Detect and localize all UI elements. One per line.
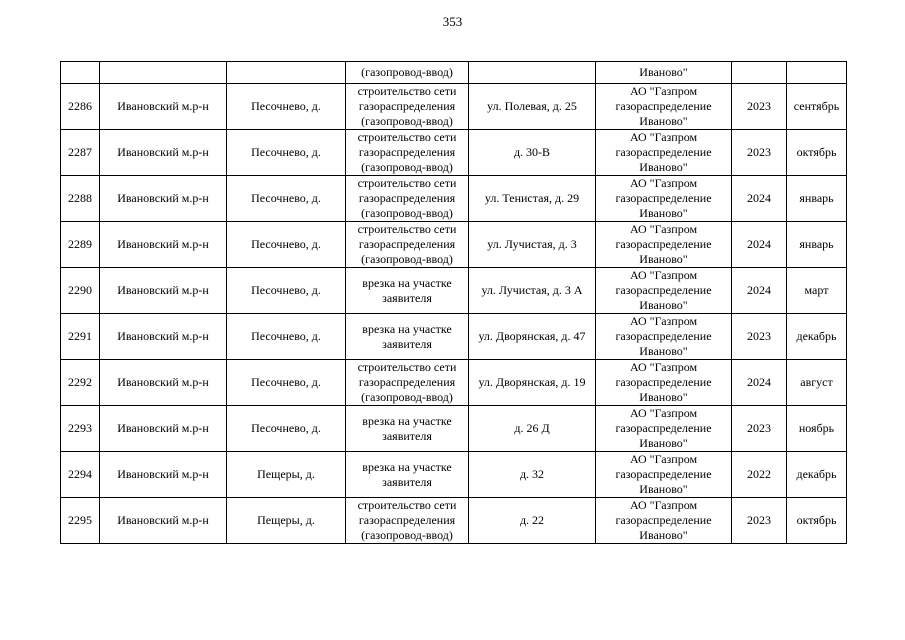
- year-value: 2024: [747, 375, 771, 389]
- address-text: ул. Лучистая, д. 3 А: [481, 283, 583, 297]
- cell-address: [469, 222, 596, 268]
- month-value: январь: [799, 191, 834, 205]
- district-name: Ивановский м.р-н: [117, 283, 209, 297]
- cell-work-type: [346, 130, 469, 176]
- cell-address: [469, 268, 596, 314]
- cell-address: [469, 452, 596, 498]
- work-line: газораспределения: [358, 237, 456, 251]
- cell-locality: [227, 62, 346, 84]
- table-row: [61, 84, 847, 130]
- district-name: Ивановский м.р-н: [117, 421, 209, 435]
- district-name: Ивановский м.р-н: [117, 375, 209, 389]
- cell-work-type: [346, 84, 469, 130]
- row-number: 2290: [68, 283, 92, 297]
- cell-locality: [227, 360, 346, 406]
- org-line: газораспределение: [615, 191, 712, 205]
- work-line: строительство сети: [357, 498, 457, 512]
- cell-address: [469, 84, 596, 130]
- cell-locality: [227, 406, 346, 452]
- cell-work-type: [346, 222, 469, 268]
- cell-month: [787, 84, 847, 130]
- table-body: [61, 62, 847, 544]
- page-number: 353: [442, 14, 463, 29]
- row-number: 2287: [68, 145, 92, 159]
- work-line: строительство сети: [357, 360, 457, 374]
- cell-number: [61, 406, 100, 452]
- org-line: АО "Газпром: [629, 130, 698, 144]
- org-line: Иваново": [639, 482, 688, 496]
- cell-address: [469, 498, 596, 544]
- org-line: АО "Газпром: [629, 314, 698, 328]
- district-name: Ивановский м.р-н: [117, 467, 209, 481]
- org-line: АО "Газпром: [629, 452, 698, 466]
- cell-work-type: [346, 360, 469, 406]
- cell-month: [787, 406, 847, 452]
- org-line: газораспределение: [615, 513, 712, 527]
- work-line: газораспределения: [358, 99, 456, 113]
- table-row: [61, 314, 847, 360]
- year-value: 2023: [747, 421, 771, 435]
- org-line: АО "Газпром: [629, 176, 698, 190]
- district-name: Ивановский м.р-н: [117, 99, 209, 113]
- year-value: 2024: [747, 191, 771, 205]
- work-line: строительство сети: [357, 222, 457, 236]
- year-value: 2023: [747, 513, 771, 527]
- org-line: АО "Газпром: [629, 498, 698, 512]
- district-name: Ивановский м.р-н: [117, 513, 209, 527]
- cell-organization: [596, 62, 732, 84]
- cell-work-type: [346, 176, 469, 222]
- work-line: (газопровод-ввод): [361, 160, 453, 174]
- org-line: АО "Газпром: [629, 222, 698, 236]
- work-line: газораспределения: [358, 145, 456, 159]
- cell-year: [732, 268, 787, 314]
- cell-number: [61, 498, 100, 544]
- month-value: октябрь: [796, 145, 837, 159]
- cell-district: [100, 176, 227, 222]
- work-line: врезка на участке: [362, 459, 452, 474]
- work-line: заявителя: [382, 336, 432, 351]
- org-line: Иваново": [639, 114, 688, 128]
- month-value: октябрь: [796, 513, 837, 527]
- cell-work-type: [346, 406, 469, 452]
- org-line: Иваново": [639, 528, 688, 542]
- work-line: врезка на участке: [362, 413, 452, 428]
- gas-connection-table: [60, 61, 847, 544]
- locality-name: Песочнево, д.: [251, 283, 321, 297]
- row-number: 2288: [68, 191, 92, 205]
- month-value: январь: [799, 237, 834, 251]
- district-name: Ивановский м.р-н: [117, 329, 209, 343]
- cell-month: [787, 130, 847, 176]
- cell-district: [100, 62, 227, 84]
- cell-month: [787, 268, 847, 314]
- cell-organization: [596, 360, 732, 406]
- cell-district: [100, 360, 227, 406]
- row-number: 2295: [68, 513, 92, 527]
- work-line: заявителя: [382, 428, 432, 443]
- cell-work-type: [346, 62, 469, 84]
- month-value: ноябрь: [798, 421, 835, 435]
- org-line: газораспределение: [615, 99, 712, 113]
- work-line: врезка на участке: [362, 321, 452, 336]
- locality-name: Песочнево, д.: [251, 237, 321, 251]
- cell-month: [787, 62, 847, 84]
- cell-district: [100, 130, 227, 176]
- year-value: 2024: [747, 283, 771, 297]
- org-line: Иваново": [639, 65, 688, 79]
- cell-month: [787, 314, 847, 360]
- cell-address: [469, 406, 596, 452]
- cell-locality: [227, 268, 346, 314]
- cell-address: [469, 314, 596, 360]
- row-number: 2286: [68, 99, 92, 113]
- cell-month: [787, 222, 847, 268]
- work-line: газораспределения: [358, 191, 456, 205]
- cell-organization: [596, 130, 732, 176]
- cell-locality: [227, 452, 346, 498]
- address-text: д. 30-В: [513, 145, 551, 159]
- cell-organization: [596, 314, 732, 360]
- address-text: ул. Тенистая, д. 29: [484, 191, 580, 205]
- cell-work-type: [346, 498, 469, 544]
- cell-year: [732, 176, 787, 222]
- cell-work-type: [346, 452, 469, 498]
- cell-district: [100, 84, 227, 130]
- org-line: АО "Газпром: [629, 360, 698, 374]
- row-number: 2294: [68, 467, 92, 481]
- cell-organization: [596, 176, 732, 222]
- district-name: Ивановский м.р-н: [117, 191, 209, 205]
- cell-year: [732, 360, 787, 406]
- cell-number: [61, 176, 100, 222]
- cell-year: [732, 314, 787, 360]
- address-text: д. 22: [519, 513, 545, 527]
- work-line: (газопровод-ввод): [361, 65, 453, 79]
- cell-year: [732, 62, 787, 84]
- cell-locality: [227, 222, 346, 268]
- cell-district: [100, 406, 227, 452]
- work-line: заявителя: [382, 290, 432, 305]
- cell-number: [61, 222, 100, 268]
- cell-number: [61, 130, 100, 176]
- month-value: март: [804, 283, 829, 297]
- locality-name: Песочнево, д.: [251, 191, 321, 205]
- work-line: газораспределения: [358, 375, 456, 389]
- table-row: [61, 176, 847, 222]
- continuation-row: [61, 62, 847, 84]
- cell-organization: [596, 498, 732, 544]
- table-row: [61, 452, 847, 498]
- table-row: [61, 222, 847, 268]
- org-line: Иваново": [639, 160, 688, 174]
- table-row: [61, 360, 847, 406]
- work-line: (газопровод-ввод): [361, 390, 453, 404]
- table-row: [61, 406, 847, 452]
- cell-district: [100, 268, 227, 314]
- cell-address: [469, 130, 596, 176]
- cell-organization: [596, 406, 732, 452]
- org-line: АО "Газпром: [629, 268, 698, 282]
- org-line: Иваново": [639, 298, 688, 312]
- cell-number: [61, 268, 100, 314]
- work-line: (газопровод-ввод): [361, 206, 453, 220]
- locality-name: Песочнево, д.: [251, 329, 321, 343]
- org-line: Иваново": [639, 252, 688, 266]
- cell-organization: [596, 84, 732, 130]
- address-text: ул. Лучистая, д. 3: [487, 237, 577, 251]
- address-text: ул. Дворянская, д. 47: [478, 329, 586, 343]
- row-number: 2291: [68, 329, 92, 343]
- year-value: 2023: [747, 99, 771, 113]
- cell-district: [100, 452, 227, 498]
- cell-year: [732, 498, 787, 544]
- org-line: газораспределение: [615, 283, 712, 297]
- locality-name: Песочнево, д.: [251, 145, 321, 159]
- org-line: Иваново": [639, 390, 688, 404]
- org-line: АО "Газпром: [629, 84, 698, 98]
- month-value: август: [800, 375, 833, 389]
- org-line: Иваново": [639, 344, 688, 358]
- org-line: Иваново": [639, 206, 688, 220]
- row-number: 2292: [68, 375, 92, 389]
- cell-work-type: [346, 314, 469, 360]
- org-line: газораспределение: [615, 329, 712, 343]
- cell-organization: [596, 222, 732, 268]
- address-text: д. 32: [519, 467, 545, 481]
- month-value: декабрь: [796, 467, 837, 481]
- table-row: [61, 268, 847, 314]
- work-line: (газопровод-ввод): [361, 114, 453, 128]
- address-text: д. 26 Д: [514, 421, 550, 435]
- cell-address: [469, 360, 596, 406]
- cell-year: [732, 130, 787, 176]
- locality-name: Песочнево, д.: [251, 99, 321, 113]
- row-number: 2289: [68, 237, 92, 251]
- table-row: [61, 498, 847, 544]
- locality-name: Пещеры, д.: [257, 467, 315, 481]
- work-line: строительство сети: [357, 130, 457, 144]
- cell-number: [61, 452, 100, 498]
- cell-year: [732, 452, 787, 498]
- cell-number: [61, 314, 100, 360]
- cell-organization: [596, 452, 732, 498]
- district-name: Ивановский м.р-н: [117, 145, 209, 159]
- cell-locality: [227, 314, 346, 360]
- cell-locality: [227, 84, 346, 130]
- org-line: газораспределение: [615, 145, 712, 159]
- work-line: врезка на участке: [362, 275, 452, 290]
- cell-locality: [227, 498, 346, 544]
- cell-address: [469, 176, 596, 222]
- cell-locality: [227, 176, 346, 222]
- cell-district: [100, 314, 227, 360]
- month-value: декабрь: [796, 329, 837, 343]
- org-line: газораспределение: [615, 467, 712, 481]
- cell-locality: [227, 130, 346, 176]
- year-value: 2023: [747, 145, 771, 159]
- cell-month: [787, 498, 847, 544]
- cell-district: [100, 222, 227, 268]
- work-line: (газопровод-ввод): [361, 252, 453, 266]
- locality-name: Пещеры, д.: [257, 513, 315, 527]
- work-line: строительство сети: [357, 176, 457, 190]
- work-line: газораспределения: [358, 513, 456, 527]
- month-value: сентябрь: [793, 99, 840, 113]
- org-line: АО "Газпром: [629, 406, 698, 420]
- cell-district: [100, 498, 227, 544]
- cell-number: [61, 62, 100, 84]
- district-name: Ивановский м.р-н: [117, 237, 209, 251]
- cell-number: [61, 360, 100, 406]
- org-line: Иваново": [639, 436, 688, 450]
- year-value: 2024: [747, 237, 771, 251]
- work-line: заявителя: [382, 474, 432, 489]
- locality-name: Песочнево, д.: [251, 421, 321, 435]
- year-value: 2023: [747, 329, 771, 343]
- cell-work-type: [346, 268, 469, 314]
- year-value: 2022: [747, 467, 771, 481]
- locality-name: Песочнево, д.: [251, 375, 321, 389]
- cell-year: [732, 406, 787, 452]
- org-line: газораспределение: [615, 421, 712, 435]
- org-line: газораспределение: [615, 375, 712, 389]
- address-text: ул. Дворянская, д. 19: [478, 375, 586, 389]
- work-line: строительство сети: [357, 84, 457, 98]
- address-text: ул. Полевая, д. 25: [487, 99, 577, 113]
- cell-number: [61, 84, 100, 130]
- cell-month: [787, 176, 847, 222]
- cell-address: [469, 62, 596, 84]
- cell-month: [787, 360, 847, 406]
- cell-year: [732, 84, 787, 130]
- row-number: 2293: [68, 421, 92, 435]
- work-line: (газопровод-ввод): [361, 528, 453, 542]
- table-row: [61, 130, 847, 176]
- org-line: газораспределение: [615, 237, 712, 251]
- cell-month: [787, 452, 847, 498]
- cell-organization: [596, 268, 732, 314]
- cell-year: [732, 222, 787, 268]
